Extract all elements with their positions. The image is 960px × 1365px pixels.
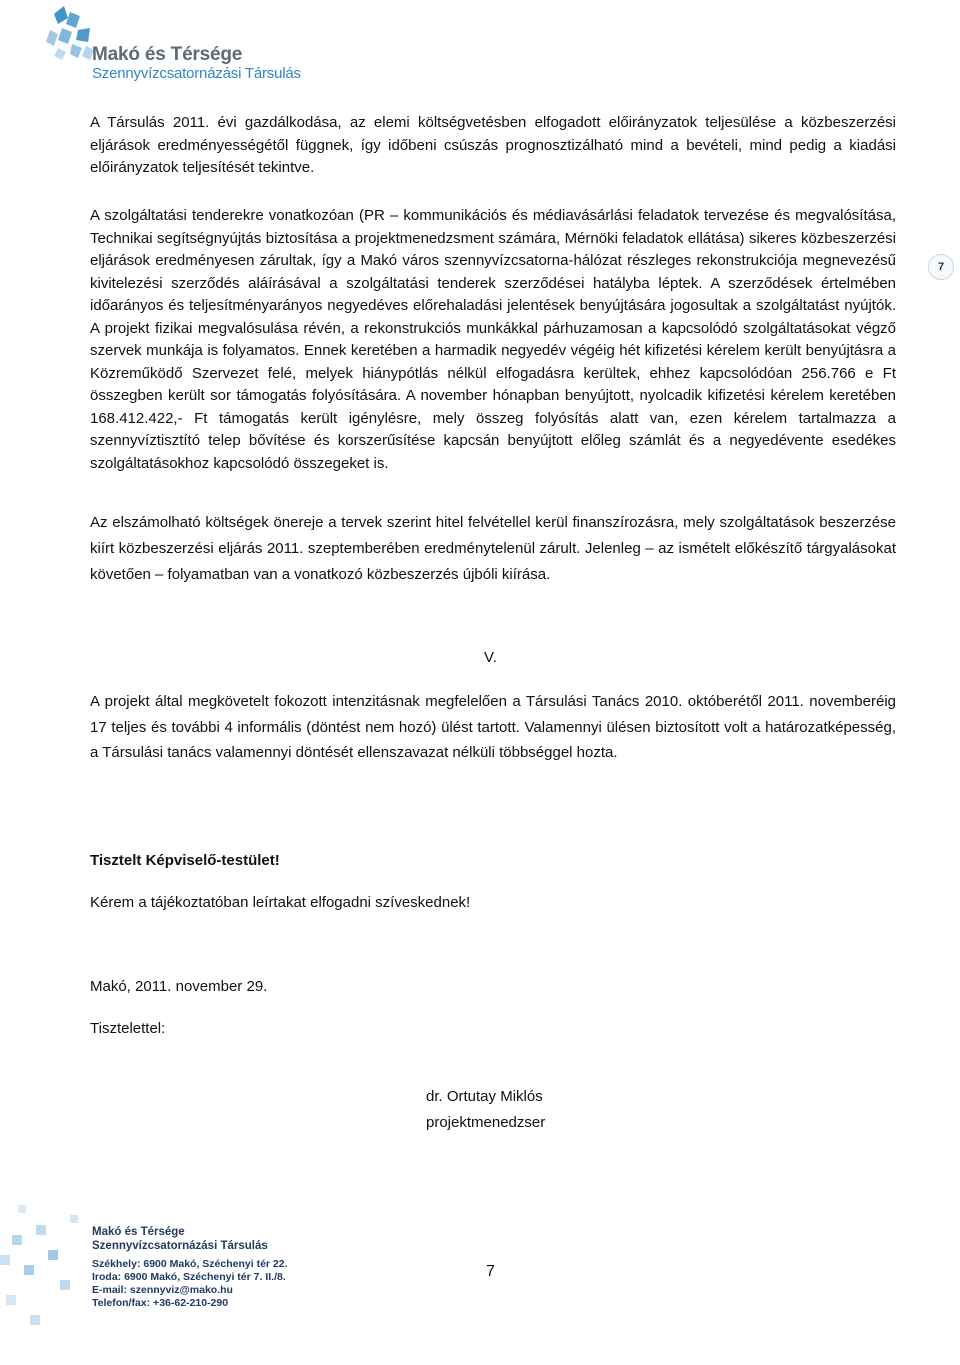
footer-org-name: Makó és Térsége <box>92 1226 185 1238</box>
footer-phone: Telefon/fax: +36-62-210-290 <box>92 1297 229 1309</box>
closing-text: Tisztelettel: <box>90 1020 166 1037</box>
signatory-title: projektmenedzser <box>426 1114 546 1131</box>
section-heading: V. <box>484 649 497 666</box>
request-text: Kérem a tájékoztatóban leírtakat elfogadni szíveskednek! <box>90 894 471 911</box>
logo-subtitle: Szennyvízcsatornázási Társulás <box>92 65 301 82</box>
footer-seat: Székhely: 6900 Makó, Széchenyi tér 22. <box>92 1258 288 1270</box>
side-page-number: 7 <box>928 254 954 280</box>
signatory-name: dr. Ortutay Miklós <box>426 1088 543 1105</box>
footer-org-subtitle: Szennyvízcsatornázási Társulás <box>92 1240 268 1252</box>
paragraph-council-meetings: A projekt által megkövetelt fokozott intenzitásnak megfelelően a Társulási Tanács 2010. októberétől 2011. novemberéig 17 teljes és további 4 informális (döntést nem hozó) ülést tartott. Valamennyi ülésen biztosított volt a határozatképesség, a Társulási tanács valamennyi döntését ellenszavazat nélküli többséggel hozta. <box>90 693 896 761</box>
page-number: 7 <box>486 1263 495 1280</box>
paragraph-service-tenders: A szolgáltatási tenderekre vonatkozóan (PR – kommunikációs és médiavásárlási feladatok tervezése és megvalósítása, Technikai segítségnyújtás biztosítása a projektmenedzsment számára, Mérnöki feladatok ellátása) sikeres közbeszerzési eljárások eredményesen zárultak, így a Makó város szennyvízcsatorna-hálózat részleges rekonstrukciója megnevezésű kivitelezési szerződés aláírásával a szolgáltatási tenderek szerződései hatályba léptek. A szerződések értelmében időarányos és teljesítményarányos negyedéves előrehaladási jelentések benyújtására jogosultak a szolgáltatást nyújtók. A projekt fizikai megvalósulása révén, a rekonstrukciós munkákkal párhuzamosan a kapcsolódó szolgáltatásokat végző szervek munkája is folyamatos. Ennek keretében a harmadik negyedév végéig hét kifizetési kérelem került benyújtásra a Közreműködő Szervezet felé, melyek hiánypótlás nélkül elfogadásra kerültek, ehhez kapcsolódóan 256.766 e Ft összegben került sor támogatás folyósítására. A november hónapban benyújtott, nyolcadik kifizetési kérelem keretében 168.412.422,- Ft támogatás került igénylésre, mely összeg folyósítás alatt van, ezen kérelem tartalmazza a szennyvíztisztító telep bővítése és korszerűsítése kapcsán benyújtott előleg számlát és a negyedévente esedékes szolgáltatásokhoz kapcsolódó összegeket is. <box>90 207 896 472</box>
logo-title: Makó és Térsége <box>92 44 243 65</box>
footer-office: Iroda: 6900 Makó, Széchenyi tér 7. II./8. <box>92 1271 286 1283</box>
paragraph-budget: A Társulás 2011. évi gazdálkodása, az elemi költségvetésben elfogadott előirányzatok teljesülése a közbeszerzési eljárások eredményességétől függnek, így időbeni csúszás prognosztizálható mind a bevételi, mind pedig a kiadási előirányzatok teljesítését tekintve. <box>90 114 896 176</box>
footer-contact <box>92 1258 288 1310</box>
salutation: Tisztelt Képviselő-testület! <box>90 852 280 869</box>
paragraph-own-contribution: Az elszámolható költségek önereje a tervek szerint hitel felvétellel kerül finanszírozásra, mely szolgáltatások beszerzése kiírt közbeszerzési eljárás 2011. szeptemberében eredménytelenül zárult. Jelenleg – az ismételt előkészítő tárgyalásokat követően – folyamatban van a vonatkozó közbeszerzés újbóli kiírása. <box>90 514 896 583</box>
footer-organization <box>92 1225 268 1253</box>
footer-email: E-mail: szennyviz@mako.hu <box>92 1284 233 1296</box>
place-date: Makó, 2011. november 29. <box>90 978 268 995</box>
